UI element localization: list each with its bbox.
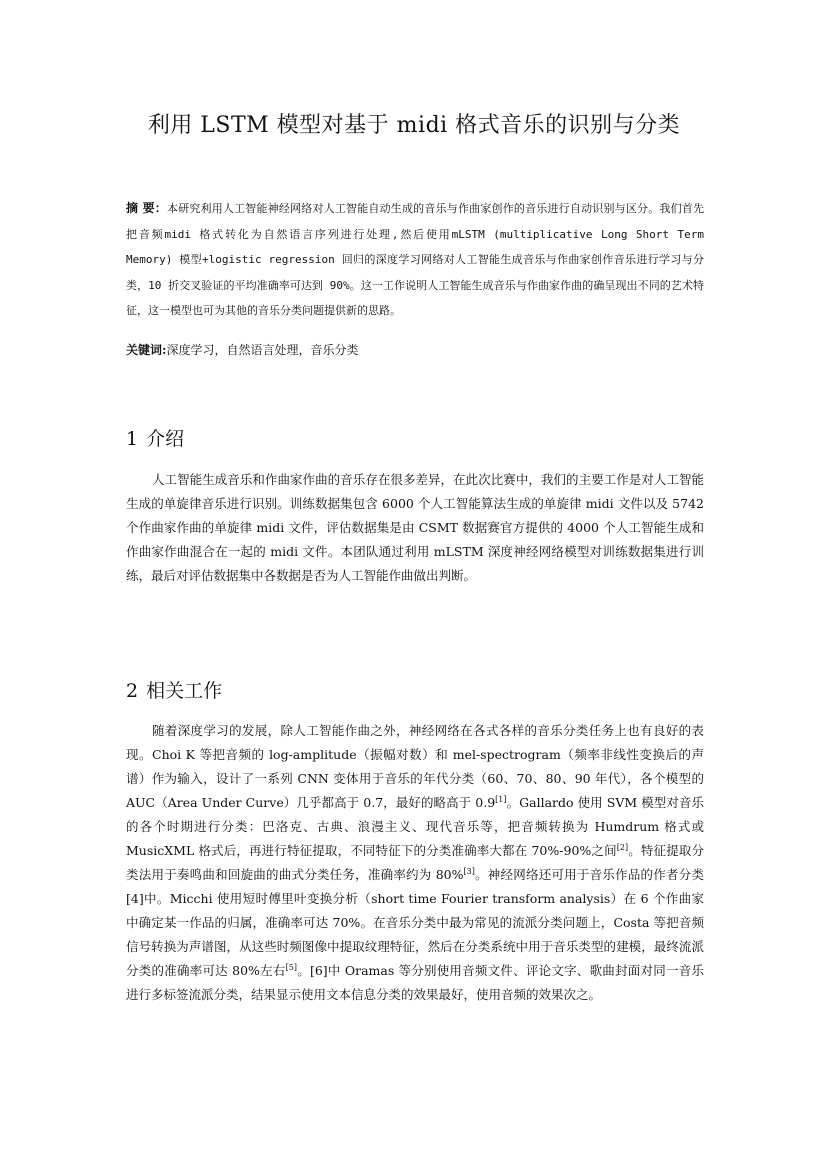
citation-3: [3] [463, 866, 475, 876]
citation-1: [1] [495, 794, 507, 804]
abstract-text: 本研究利用人工智能神经网络对人工智能自动生成的音乐与作曲家创作的音乐进行自动识别与区分。我们首先把音频midi 格式转化为自然语言序列进行处理,然后使用mLSTM (multiplicative Long Short Term Memory) 模型+logistic regression 回归的深度学习网络对人工智能生成音乐与作曲家创作音乐进行学习与分类，10 折交叉验证的平均准确率可达到 90%。这一工作说明人工智能生成音乐与作曲家作曲的确呈现出不同的艺术特征，这一模型也可为其他的音乐分类问题提供新的思路。 [126, 202, 704, 317]
citation-2: [2] [616, 842, 629, 852]
section-2-heading [126, 676, 222, 703]
section-1-heading [126, 424, 184, 451]
section-2-number: 2 [126, 680, 139, 702]
section-2-text-c: 。特征提取分类法用于奏鸣曲和回旋曲的曲式分类任务，准确率约为 80% [126, 843, 704, 882]
abstract [126, 196, 704, 324]
keywords-text: 深度学习，自然语言处理，音乐分类 [166, 343, 359, 357]
citation-5: [5] [285, 962, 297, 972]
section-1-number: 1 [126, 428, 139, 450]
section-2-text-d: 。神经网络还可用于音乐作品的作者分类[4]中。Micchi 使用短时傅里叶变换分析（short time Fourier transform analysis）在 6 个作曲家中确定某一作品的归属，准确率可达 70%。在音乐分类中最为常见的流派分类问题上，Costa 等把音频信号转换为声谱图，从这些时频图像中提取纹理特征，然后在分类系统中用于音乐类型的建模，最终流派分类的准确率可达 80%左右 [126, 867, 704, 978]
keywords-label: 关键词: [126, 343, 167, 357]
section-1-paragraph: 人工智能生成音乐和作曲家作曲的音乐存在很多差异，在此次比赛中，我们的主要工作是对人工智能生成的单旋律音乐进行识别。训练数据集包含 6000 个人工智能算法生成的单旋律 midi 文件以及 5742 个作曲家作曲的单旋律 midi 文件，评估数据集是由 CSMT 数据赛官方提供的 4000 个人工智能生成和作曲家作曲混合在一起的 midi 文件。本团队通过利用 mLSTM 深度神经网络模型对训练数据集进行训练，最后对评估数据集中各数据是否为人工智能作曲做出判断。 [126, 472, 704, 583]
keywords [126, 338, 704, 362]
section-2-paragraph [126, 719, 704, 1007]
section-2-title: 相关工作 [146, 680, 223, 702]
paper-title: 利用 LSTM 模型对基于 midi 格式音乐的识别与分类 [147, 113, 681, 138]
section-1-title: 介绍 [146, 428, 185, 450]
section-2-text-a: 随着深度学习的发展，除人工智能作曲之外，神经网络在各式各样的音乐分类任务上也有良好的表现。Choi K 等把音频的 log-amplitude（振幅对数）和 mel-spectrogram（频率非线性变换后的声谱）作为输入，设计了一系列 CNN 变体用于音乐的年代分类（60、70、80、90 年代），各个模型的 AUC（Area Under Curve）几乎都高于 0.7，最好的略高于 0.9 [126, 723, 704, 810]
section-2-text-e: 。[6]中 Oramas 等分别使用音频文件、评论文字、歌曲封面对同一音乐进行多标签流派分类，结果显示使用文本信息分类的效果最好，使用音频的效果次之。 [126, 963, 704, 1002]
section-2-text-b: 。Gallardo 使用 SVM 模型对音乐的各个时期进行分类：巴洛克、古典、浪漫主义、现代音乐等，把音频转换为 Humdrum 格式或 MusicXML 格式后，再进行特征提取，不同特征下的分类准确率大都在 70%-90%之间 [126, 795, 705, 858]
abstract-label: 摘 要： [126, 201, 167, 215]
